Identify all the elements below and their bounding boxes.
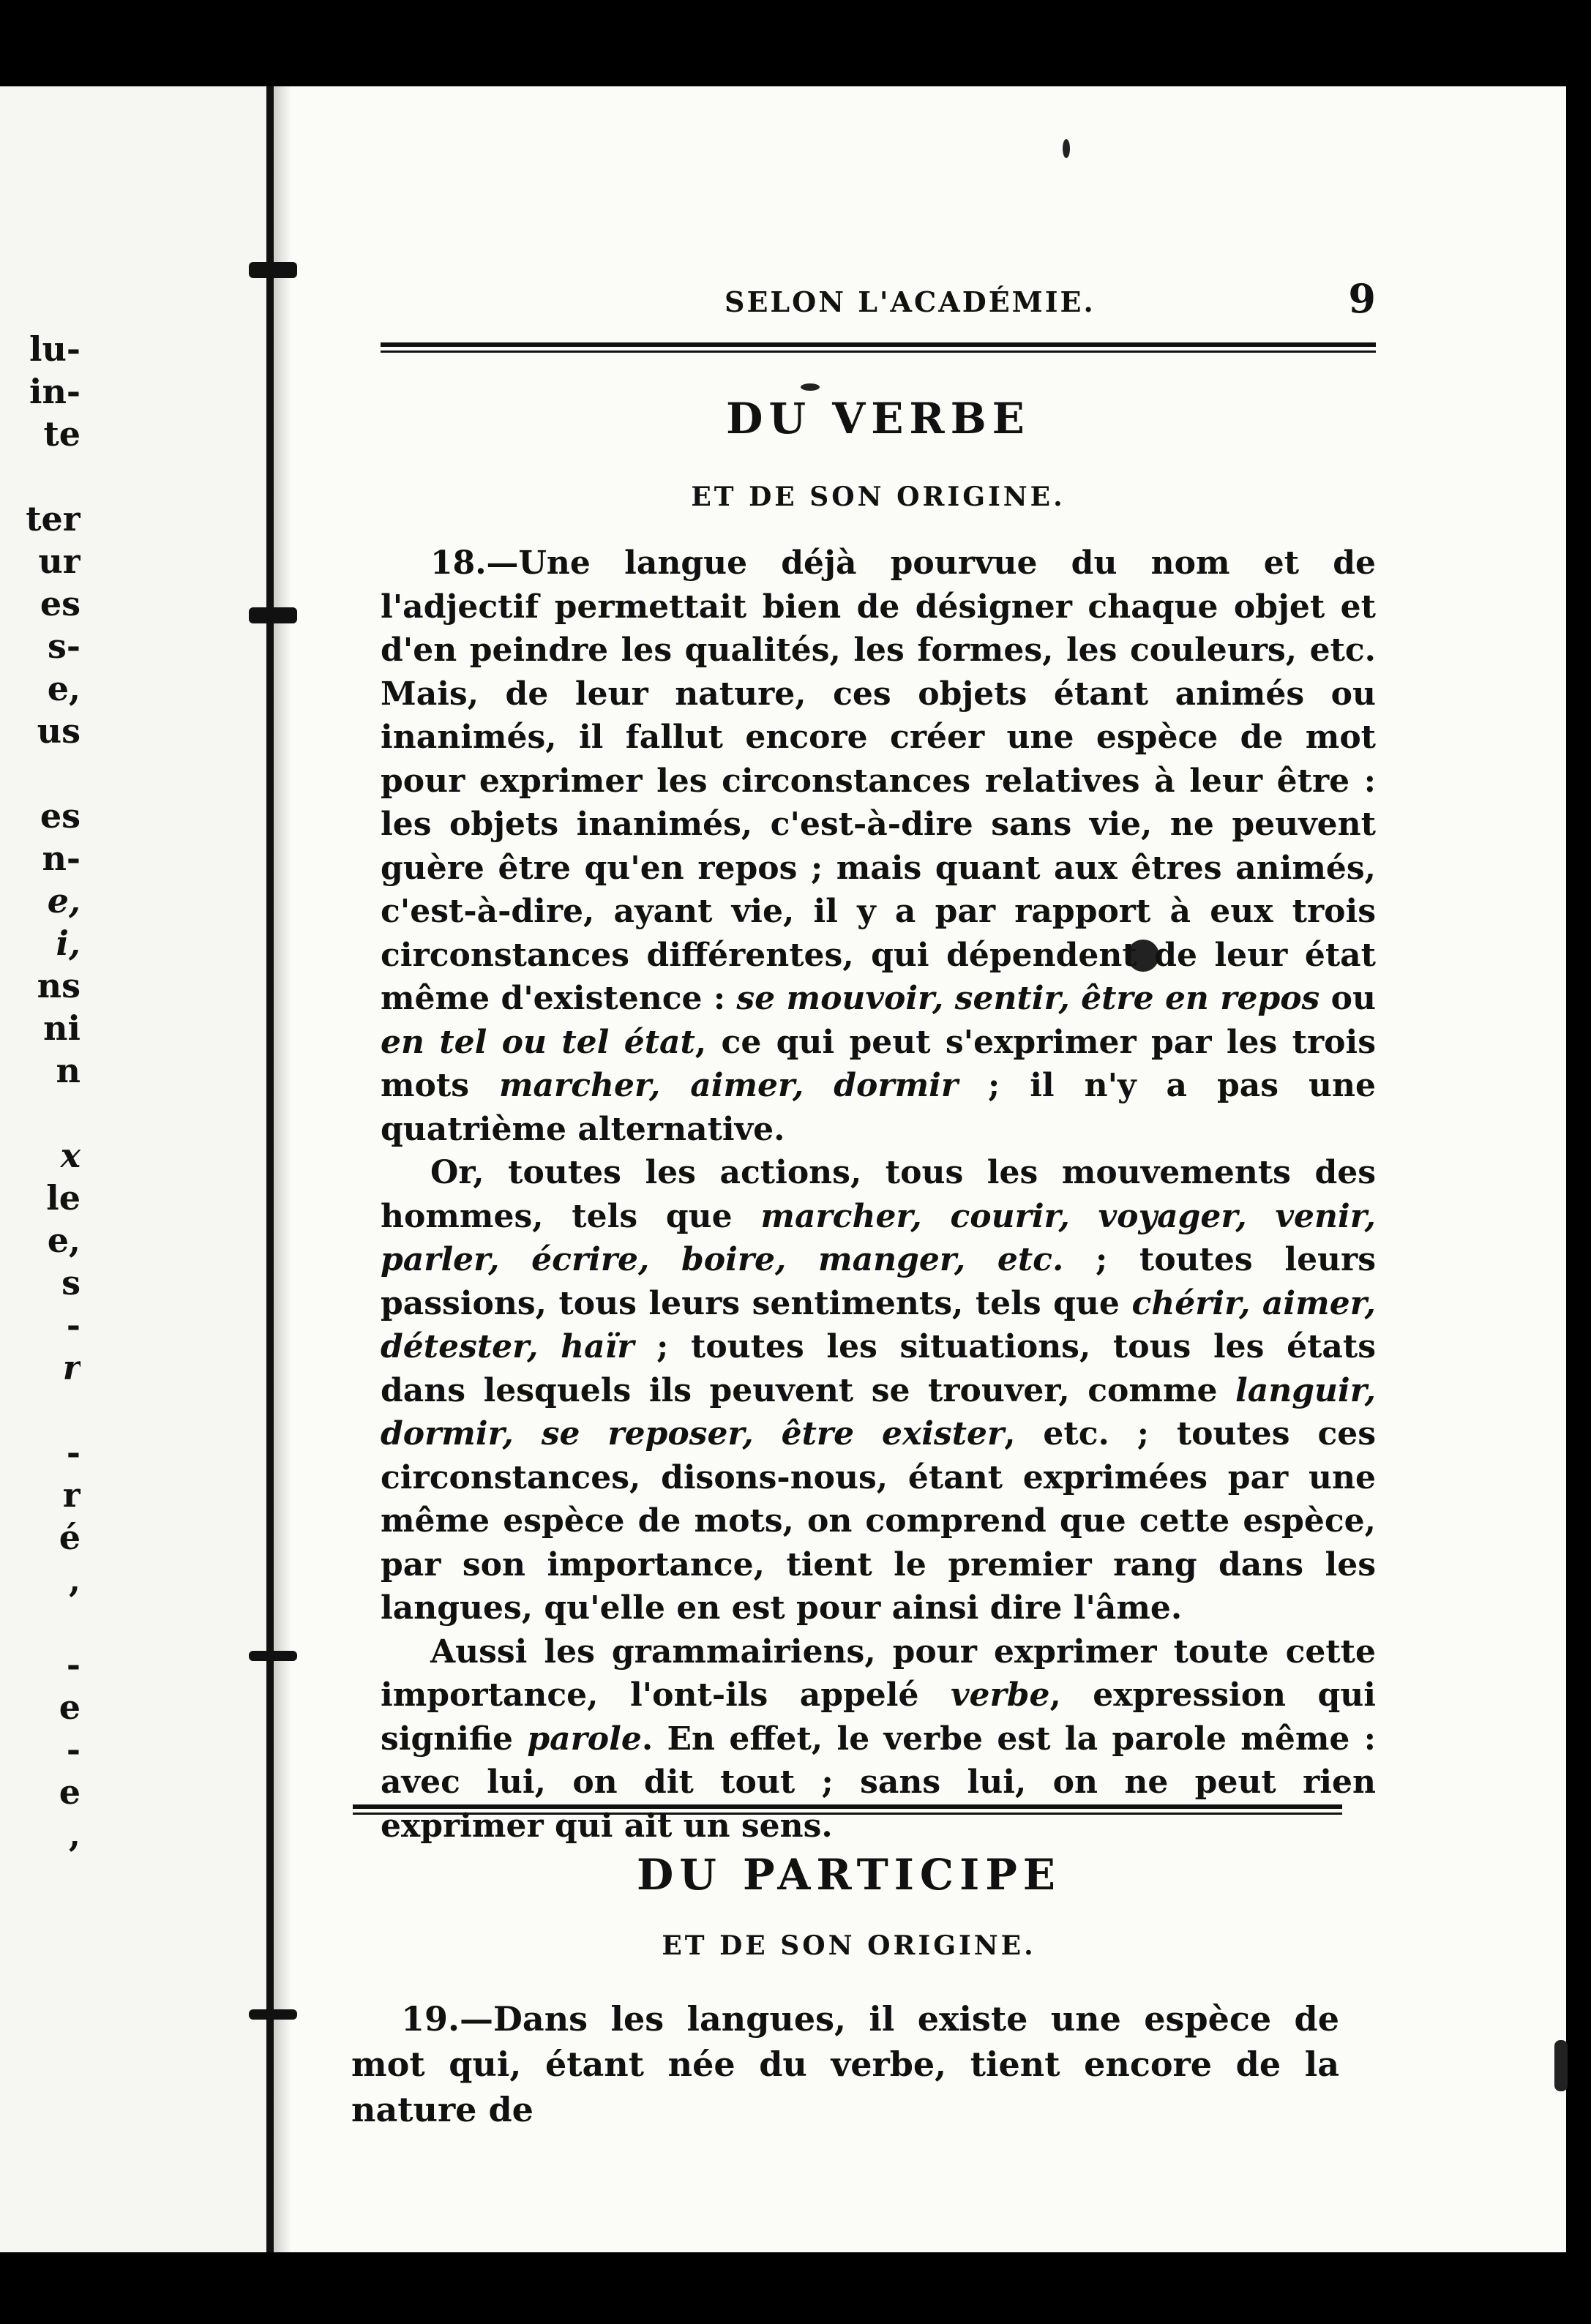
italic-run: se mouvoir, sentir, être en repos <box>736 980 1320 1017</box>
fragment: ur <box>38 541 81 581</box>
fragment: te <box>43 414 81 454</box>
section-subtitle: ET DE SON ORIGINE. <box>691 481 1066 512</box>
text-run: , expression qui signifie <box>381 1676 1376 1758</box>
fragment: e, <box>47 669 81 708</box>
scanned-page <box>0 86 1566 2252</box>
fragment: e, <box>47 1221 81 1260</box>
section-body <box>381 541 1376 1848</box>
fragment-gap <box>0 1601 81 1643</box>
fragment: - <box>66 1305 81 1345</box>
fragment: x <box>60 1136 81 1175</box>
text-run: , etc. ; toutes ces circonstances, disons-nous, étant exprimées par une même espèce de mots, on comprend que cette espèce, par son importance, tient le premier rang dans les langues, qu'elle en est pour ainsi dire l'âme. <box>381 1415 1376 1627</box>
book-gutter-line <box>266 86 274 2252</box>
fragment-gap <box>0 752 81 795</box>
fragment: s <box>61 1263 81 1302</box>
scan-speck <box>1554 2040 1568 2091</box>
paragraph-18 <box>381 541 1376 1151</box>
gutter-thread-mark <box>249 2009 297 2020</box>
paragraph-19: 19.—Dans les langues, il existe une espèce de mot qui, étant née du verbe, tient encore de la nature de <box>351 1999 1339 2129</box>
fragment: - <box>66 1433 81 1472</box>
italic-run: en tel ou tel état <box>381 1023 695 1061</box>
fragment: n <box>56 1051 81 1090</box>
fragment: n- <box>42 839 81 878</box>
running-header <box>381 275 1376 326</box>
running-title: SELON L'ACADÉMIE. <box>725 285 1096 318</box>
fragment: lu- <box>29 329 81 369</box>
text-run: ou <box>1319 980 1377 1017</box>
fragment: in- <box>29 372 81 411</box>
fragment: us <box>37 711 81 751</box>
fragment: - <box>66 1645 81 1684</box>
italic-run: parole <box>527 1720 642 1758</box>
text-run: , ce qui peut s'exprimer par les trois mots <box>381 1023 1376 1104</box>
fragment: es <box>40 796 81 836</box>
scan-speck <box>801 383 820 391</box>
fragment: r <box>62 1475 81 1515</box>
text-run: Or, toutes les actions, tous les mouvements des hommes, tels que <box>381 1154 1376 1235</box>
fragment: é <box>59 1518 81 1557</box>
previous-page-line-endings <box>0 328 81 1856</box>
fragment: s- <box>48 626 81 666</box>
section-title: DU VERBE <box>726 394 1030 443</box>
fragment: e <box>59 1772 81 1812</box>
italic-run: chérir, aimer, détester, haïr <box>381 1284 1376 1365</box>
fragment: le <box>46 1178 81 1218</box>
gutter-thread-mark <box>249 262 297 278</box>
italic-run: languir, dormir, se reposer, être exister <box>381 1371 1376 1452</box>
fragment: r <box>62 1348 81 1387</box>
fragment: ni <box>43 1008 81 1048</box>
fragment-gap <box>0 1092 81 1134</box>
fragment: e, <box>47 881 81 921</box>
text-run: ; toutes les situations, tous les états dans lesquels ils peuvent se trouver, comme <box>381 1328 1376 1409</box>
page-number: 9 <box>1348 275 1376 322</box>
section-body <box>351 1996 1339 2132</box>
fragment: - <box>66 1730 81 1769</box>
fragment: , <box>68 1815 81 1854</box>
fragment: es <box>40 584 81 623</box>
fragment: ns <box>37 966 81 1005</box>
fragment: ter <box>26 499 81 539</box>
fragment: i, <box>56 923 81 963</box>
text-run: ; il n'y a pas une quatrième alternative. <box>381 1067 1377 1148</box>
section-title: DU PARTICIPE <box>636 1850 1062 1900</box>
text-run: . En effet, le verbe est la parole même : avec lui, on dit tout ; sans lui, on ne peut rien exprimer qui ait un sens. <box>381 1720 1377 1845</box>
gutter-thread-mark <box>249 607 297 623</box>
previous-page-strip <box>0 86 272 2252</box>
text-run: 18.—Une langue déjà pourvue du nom et de l'adjectif permettait bien de désigner chaque objet et d'en peindre les qualités, les formes, les couleurs, etc. Mais, de leur nature, ces objets étant animés ou inanimés, il fallut encore créer une espèce de mot pour exprimer les circonstances relatives à leur être : les objets inanimés, c'est-à-dire sans vie, ne peuvent guère être qu'en repos ; mais quant aux êtres animés, c'est-à-dire, ayant vie, il y a par rapport à eux trois circonstances différentes, qui dépendent de leur état même d'existence : <box>381 544 1376 1017</box>
fold-shadow <box>274 86 291 2252</box>
gutter-thread-mark <box>249 1651 297 1661</box>
fragment-gap <box>0 455 81 498</box>
text-run: Aussi les grammairiens, pour exprimer toute cette importance, l'ont-ils appelé <box>381 1633 1376 1714</box>
section-subtitle: ET DE SON ORIGINE. <box>662 1930 1036 1961</box>
italic-run: verbe <box>950 1676 1050 1714</box>
fragment-gap <box>0 1389 81 1431</box>
paragraph-or <box>381 1151 1376 1630</box>
fragment: e <box>59 1687 81 1727</box>
italic-run: marcher, courir, voyager, venir, parler, écrire, boire, manger, etc. <box>381 1197 1377 1278</box>
scan-speck <box>1063 139 1070 158</box>
double-rule <box>353 1804 1342 1815</box>
text-run: ; toutes leurs passions, tous leurs sentiments, tels que <box>381 1241 1377 1322</box>
fragment: , <box>68 1560 81 1600</box>
double-rule <box>381 342 1376 353</box>
italic-run: marcher, aimer, dormir <box>498 1067 959 1104</box>
paragraph-aussi <box>381 1630 1376 1848</box>
